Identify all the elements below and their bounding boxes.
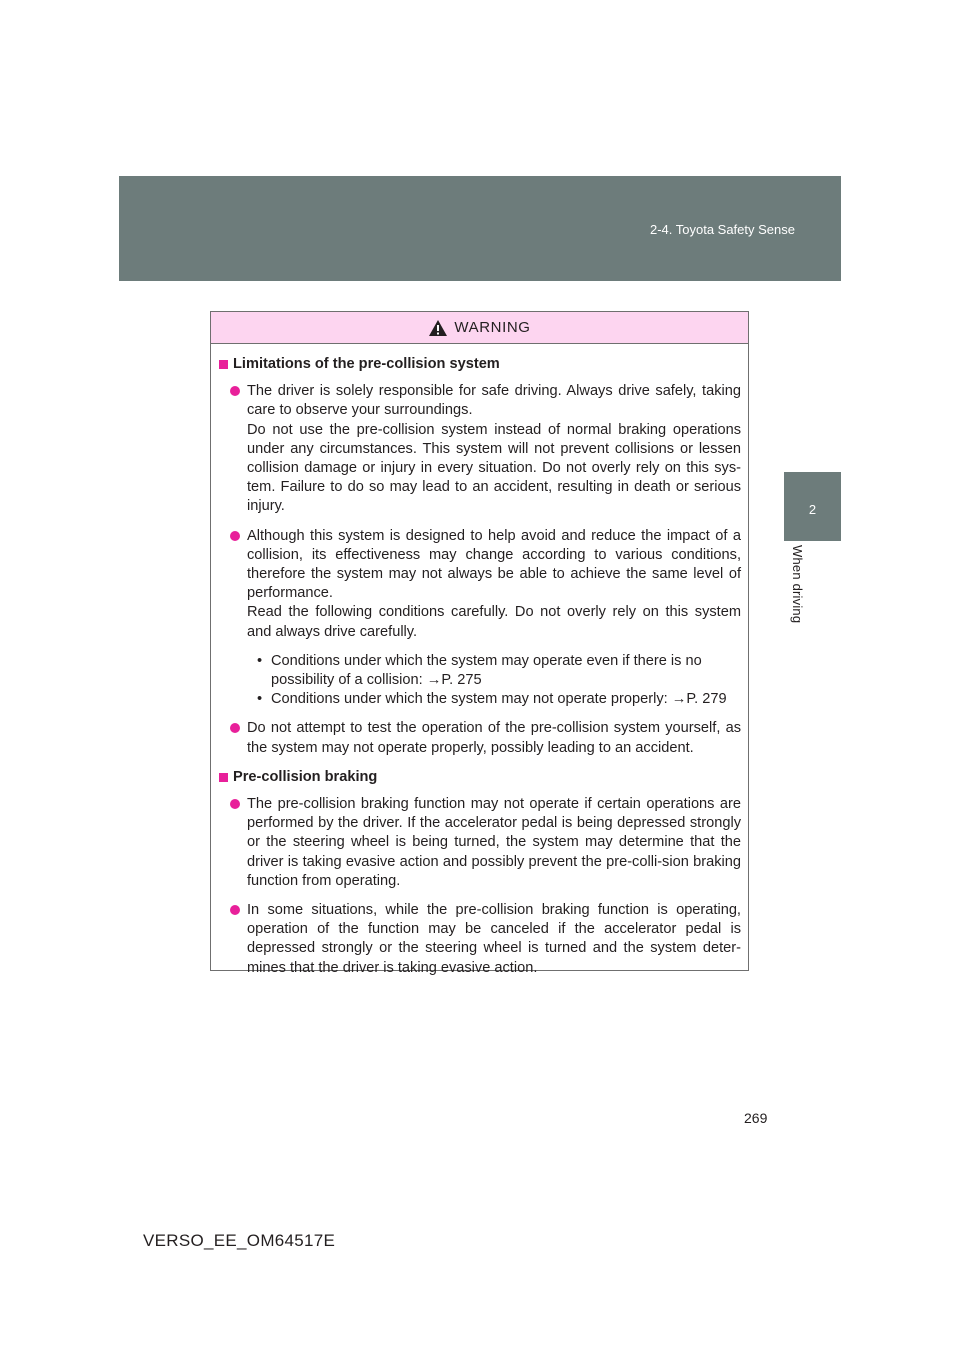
paragraph: Read the following conditions carefully. Do not overly rely on this system and always drive carefully.: [247, 604, 741, 640]
page-number: 269: [744, 1110, 768, 1126]
chapter-label: When driving: [790, 545, 805, 624]
section-heading: Limitations of the pre-collision system: [218, 355, 741, 374]
warning-header: [211, 312, 748, 344]
square-bullet-icon: [219, 360, 228, 369]
paragraph: Do not use the pre-collision system instead of normal braking operations under any circumstances. This system will not prevent collisions or lessen collision damage or injury in every situation. Do not overly rely on this sys-tem. Failure to do so may lead to an accident, resulting in death or serious injury.: [247, 421, 741, 515]
cross-reference: Conditions under which the system may not operate properly: →P. 279: [271, 691, 727, 708]
list-item: [230, 382, 741, 516]
sub-list-item: [247, 690, 741, 709]
warning-title: WARNING: [454, 319, 531, 336]
warning-box: [210, 311, 749, 976]
list-item: [230, 719, 741, 757]
section-title: 2-4. Toyota Safety Sense: [649, 222, 795, 237]
round-bullet-icon: [230, 386, 240, 396]
document-code: VERSO_EE_OM64517E: [143, 1231, 336, 1250]
square-bullet-icon: [219, 773, 228, 782]
small-bullet-icon: •: [257, 691, 263, 708]
paragraph: The driver is solely responsible for safe driving. Always drive safely, taking care to observe your surroundings.: [247, 383, 741, 419]
chapter-header-band: [119, 176, 841, 281]
chapter-number: 2: [808, 502, 817, 517]
warning-content: [211, 344, 748, 978]
sub-list-item: [247, 652, 741, 690]
warning-triangle-icon: [428, 319, 448, 337]
round-bullet-icon: [230, 723, 240, 733]
paragraph: Do not attempt to test the operation of the pre-collision system yourself, as the system may not operate properly, possibly leading to an accident.: [247, 720, 741, 756]
list-item: [230, 795, 741, 891]
section-heading: Pre-collision braking: [218, 768, 741, 787]
round-bullet-icon: [230, 531, 240, 541]
chapter-tab: [784, 472, 841, 541]
paragraph: Although this system is designed to help avoid and reduce the impact of a collision, its effectiveness may change according to various conditions, therefore the system may not always be able to achieve the same level of performance.: [247, 527, 741, 602]
round-bullet-icon: [230, 799, 240, 809]
round-bullet-icon: [230, 905, 240, 915]
paragraph: In some situations, while the pre-collision braking function is operating, operation of the function may be canceled if the accelerator pedal is depressed strongly or the steering wheel is turned and the system deter-mines that the driver is taking evasive action.: [247, 902, 741, 976]
list-item: [230, 901, 741, 978]
list-item: [230, 527, 741, 710]
paragraph: The pre-collision braking function may not operate if certain operations are performed by the driver. If the accelerator pedal is being depressed strongly or the steering wheel is being turned, the system may determine that the driver is taking evasive action and possibly prevent the pre-colli-sion braking function from operating.: [247, 796, 741, 889]
cross-reference: Conditions under which the system may operate even if there is no possibility of a collision: →P. 275: [271, 652, 702, 689]
small-bullet-icon: •: [257, 652, 263, 669]
